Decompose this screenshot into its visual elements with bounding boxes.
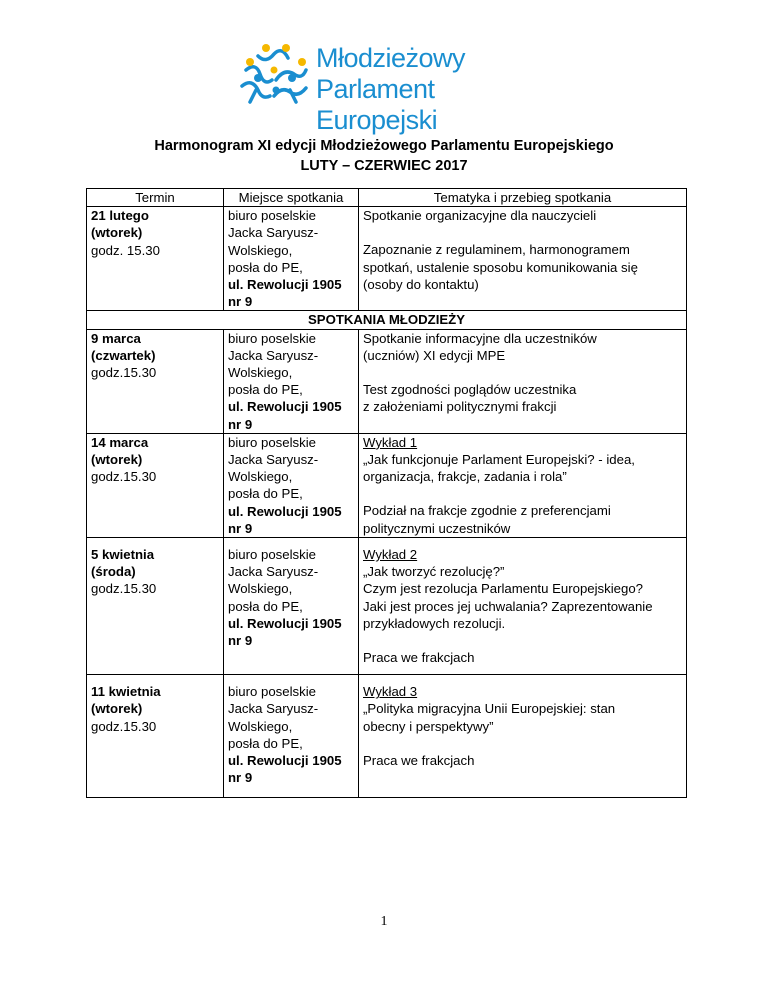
section-heading: SPOTKANIA MŁODZIEŻY — [87, 311, 687, 329]
date: 9 marca — [91, 330, 141, 346]
logo-line2: Parlament Europejski — [316, 74, 438, 135]
topic-line: „Jak tworzyć rezolucję?” — [363, 564, 505, 580]
date-cell — [87, 207, 224, 311]
place-line: Wolskiego, — [228, 242, 293, 258]
time: godz. 15.30 — [91, 242, 160, 258]
place-address: nr 9 — [228, 633, 253, 649]
place-line: Jacka Saryusz- — [228, 225, 319, 241]
date: 5 kwietnia — [91, 547, 155, 563]
topic-line: spotkań, ustalenie sposobu komunikowania się — [363, 259, 638, 275]
topic-line: przykładowych rezolucji. — [363, 615, 506, 631]
document-title — [0, 136, 768, 176]
page-number: 1 — [380, 914, 388, 929]
place-cell — [224, 329, 359, 433]
weekday: (środa) — [91, 564, 136, 580]
date-cell — [87, 538, 224, 675]
weekday: (czwartek) — [91, 347, 156, 363]
place-address: nr 9 — [228, 416, 253, 432]
place-line: Wolskiego, — [228, 469, 293, 485]
mpe-logo — [236, 40, 536, 135]
header-tematyka: Tematyka i przebieg spotkania — [359, 189, 687, 207]
table-row — [87, 538, 687, 675]
topic-line: Zapoznanie z regulaminem, harmonogramem — [363, 242, 630, 258]
place-cell — [224, 538, 359, 675]
logo-line1: Młodzieżowy — [316, 43, 466, 73]
topic-line: Podział na frakcje zgodnie z preferencjami — [363, 503, 611, 519]
place-address: ul. Rewolucji 1905 — [228, 399, 342, 415]
place-line: Jacka Saryusz- — [228, 564, 319, 580]
table-row — [87, 207, 687, 311]
topic-cell — [359, 675, 687, 797]
place-address: ul. Rewolucji 1905 — [228, 503, 342, 519]
header-termin: Termin — [87, 189, 224, 207]
place-cell — [224, 675, 359, 797]
topic-line: Test zgodności poglądów uczestnika — [363, 382, 577, 398]
place-address: ul. Rewolucji 1905 — [228, 277, 342, 293]
place-address: nr 9 — [228, 294, 253, 310]
topic-line: Spotkanie informacyjne dla uczestników — [363, 330, 597, 346]
place-address: ul. Rewolucji 1905 — [228, 615, 342, 631]
place-cell — [224, 433, 359, 537]
time: godz.15.30 — [91, 469, 157, 485]
time: godz.15.30 — [91, 365, 157, 381]
topic-cell — [359, 538, 687, 675]
topic-line: organizacja, frakcje, zadania i rola” — [363, 469, 567, 485]
weekday: (wtorek) — [91, 225, 143, 241]
topic-line: Spotkanie organizacyjne dla nauczycieli — [363, 208, 597, 224]
place-line: Jacka Saryusz- — [228, 347, 319, 363]
place-line: biuro poselskie — [228, 208, 316, 224]
schedule-table — [86, 188, 687, 798]
weekday: (wtorek) — [91, 452, 143, 468]
lecture-title: Wykład 1 — [363, 434, 418, 450]
place-line: posła do PE, — [228, 486, 303, 502]
table-row — [87, 433, 687, 537]
date: 14 marca — [91, 434, 149, 450]
topic-line: Czym jest rezolucja Parlamentu Europejskiego? — [363, 581, 643, 597]
topic-cell — [359, 329, 687, 433]
table-row — [87, 329, 687, 433]
mpe-logo-figures-icon — [236, 40, 312, 108]
place-line: posła do PE, — [228, 382, 303, 398]
topic-line: Praca we frakcjach — [363, 650, 475, 666]
topic-line: z założeniami politycznymi frakcji — [363, 399, 557, 415]
place-line: posła do PE, — [228, 735, 303, 751]
place-line: Jacka Saryusz- — [228, 701, 319, 717]
date-cell — [87, 329, 224, 433]
table-header-row — [87, 189, 687, 207]
time: godz.15.30 — [91, 718, 157, 734]
title-line1: Harmonogram XI edycji Młodzieżowego Parlamentu Europejskiego — [154, 138, 614, 154]
place-line: biuro poselskie — [228, 547, 316, 563]
topic-line: „Polityka migracyjna Unii Europejskiej: stan — [363, 701, 616, 717]
topic-line: politycznymi uczestników — [363, 520, 511, 536]
place-line: biuro poselskie — [228, 684, 316, 700]
date: 21 lutego — [91, 208, 149, 224]
place-address: nr 9 — [228, 520, 253, 536]
topic-line: (uczniów) XI edycji MPE — [363, 347, 506, 363]
time: godz.15.30 — [91, 581, 157, 597]
place-line: posła do PE, — [228, 259, 303, 275]
topic-line: Jaki jest proces jej uchwalania? Zaprezentowanie — [363, 598, 653, 614]
place-address: ul. Rewolucji 1905 — [228, 753, 342, 769]
place-line: biuro poselskie — [228, 434, 316, 450]
topic-line: (osoby do kontaktu) — [363, 276, 479, 292]
lecture-title: Wykład 2 — [363, 547, 418, 563]
topic-cell — [359, 433, 687, 537]
topic-line: obecny i perspektywy” — [363, 718, 494, 734]
date-cell — [87, 675, 224, 797]
place-line: Wolskiego, — [228, 365, 293, 381]
date-cell — [87, 433, 224, 537]
section-row — [87, 311, 687, 329]
place-address: nr 9 — [228, 770, 253, 786]
title-line2: LUTY – CZERWIEC 2017 — [300, 158, 468, 174]
date: 11 kwietnia — [91, 684, 161, 700]
place-cell — [224, 207, 359, 311]
place-line: Jacka Saryusz- — [228, 452, 319, 468]
place-line: biuro poselskie — [228, 330, 316, 346]
lecture-title: Wykład 3 — [363, 684, 418, 700]
topic-line: Praca we frakcjach — [363, 752, 475, 768]
place-line: Wolskiego, — [228, 718, 293, 734]
place-line: Wolskiego, — [228, 581, 293, 597]
place-line: posła do PE, — [228, 598, 303, 614]
topic-line: „Jak funkcjonuje Parlament Europejski? - idea, — [363, 452, 635, 468]
table-row — [87, 675, 687, 797]
header-miejsce: Miejsce spotkania — [224, 189, 359, 207]
topic-cell — [359, 207, 687, 311]
weekday: (wtorek) — [91, 701, 143, 717]
mpe-logo-text — [316, 43, 536, 136]
